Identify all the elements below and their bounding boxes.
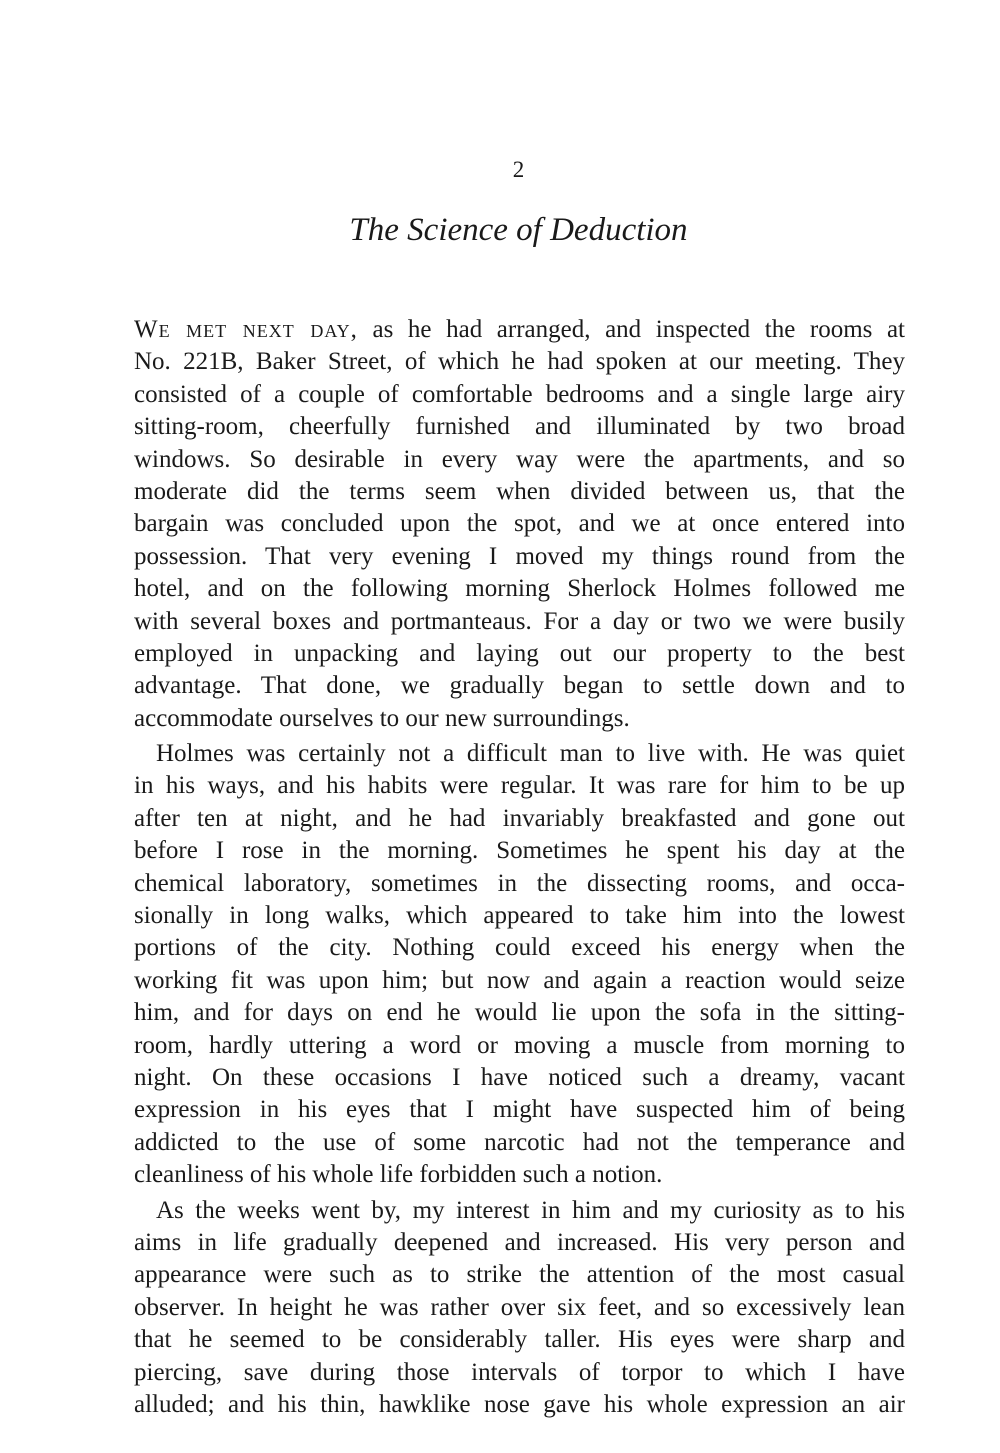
- text-line: hotel, and on the following morning Sherlock Holmes followed me: [134, 575, 905, 603]
- text-line: aims in life gradually deepened and increased. His very person and: [134, 1228, 905, 1256]
- text-line: As the weeks went by, my interest in him and my curiosity as to his: [156, 1196, 905, 1224]
- chapter-title: The Science of Deduction: [349, 212, 688, 248]
- paragraph: [134, 1195, 905, 1422]
- text-line: in his ways, and his habits were regular. It was rare for him to be up: [134, 772, 905, 800]
- chapter-number: 2: [512, 157, 525, 182]
- text-line: windows. So desirable in every way were the apartments, and so: [134, 445, 905, 473]
- text-line: observer. In height he was rather over six feet, and so excessively lean: [134, 1293, 905, 1321]
- small-caps-lead-in: We met next day,: [134, 316, 358, 343]
- text-line: consisted of a couple of comfortable bedrooms and a single large airy: [134, 380, 905, 408]
- text-line: possession. That very evening I moved my things round from the: [134, 542, 905, 570]
- text-line: room, hardly uttering a word or moving a muscle from morning to: [134, 1031, 905, 1059]
- text-line: night. On these occasions I have noticed such a dreamy, vacant: [134, 1063, 905, 1091]
- text-line: him, and for days on end he would lie upon the sofa in the sitting-: [134, 999, 905, 1027]
- text-line: sionally in long walks, which appeared to take him into the lowest: [134, 902, 905, 930]
- text-line: No. 221B, Baker Street, of which he had spoken at our meeting. They: [134, 348, 905, 376]
- text-line: sitting-room, cheerfully furnished and illuminated by two broad: [134, 413, 905, 441]
- text-line: We met next day, as he had arranged, and inspected the rooms at: [134, 316, 906, 343]
- paragraph: [134, 314, 905, 735]
- text-line: before I rose in the morning. Sometimes he spent his day at the: [134, 837, 905, 865]
- text-line: chemical laboratory, sometimes in the dissecting rooms, and occa-: [134, 869, 905, 897]
- text-line: expression in his eyes that I might have suspected him of being: [134, 1096, 905, 1124]
- text-line: moderate did the terms seem when divided between us, that the: [134, 477, 905, 505]
- text-line: after ten at night, and he had invariably breakfasted and gone out: [134, 804, 905, 832]
- text-line: employed in unpacking and laying out our property to the best: [134, 639, 905, 667]
- chapter-body: [134, 314, 905, 1421]
- text-line: appearance were such as to strike the attention of the most casual: [134, 1261, 905, 1289]
- text-line: Holmes was certainly not a difficult man to live with. He was quiet: [156, 740, 905, 768]
- text-line: bargain was concluded upon the spot, and we at once entered into: [134, 510, 905, 538]
- text-line: with several boxes and portmanteaus. For a day or two we were busily: [134, 607, 905, 635]
- text-line: advantage. That done, we gradually began to settle down and to: [134, 672, 905, 700]
- text-line: that he seemed to be considerably taller. His eyes were sharp and: [134, 1326, 905, 1354]
- text-line: accommodate ourselves to our new surroundings.: [134, 704, 630, 732]
- text-line: alluded; and his thin, hawklike nose gave his whole expression an air: [134, 1390, 905, 1418]
- text-line: portions of the city. Nothing could exceed his energy when the: [134, 934, 905, 962]
- text-line: addicted to the use of some narcotic had not the temperance and: [134, 1128, 905, 1156]
- text-line: piercing, save during those intervals of torpor to which I have: [134, 1358, 905, 1386]
- text-line: working fit was upon him; but now and again a reaction would seize: [134, 966, 905, 994]
- paragraph: [134, 738, 905, 1191]
- text-line: cleanliness of his whole life forbidden such a notion.: [134, 1161, 663, 1189]
